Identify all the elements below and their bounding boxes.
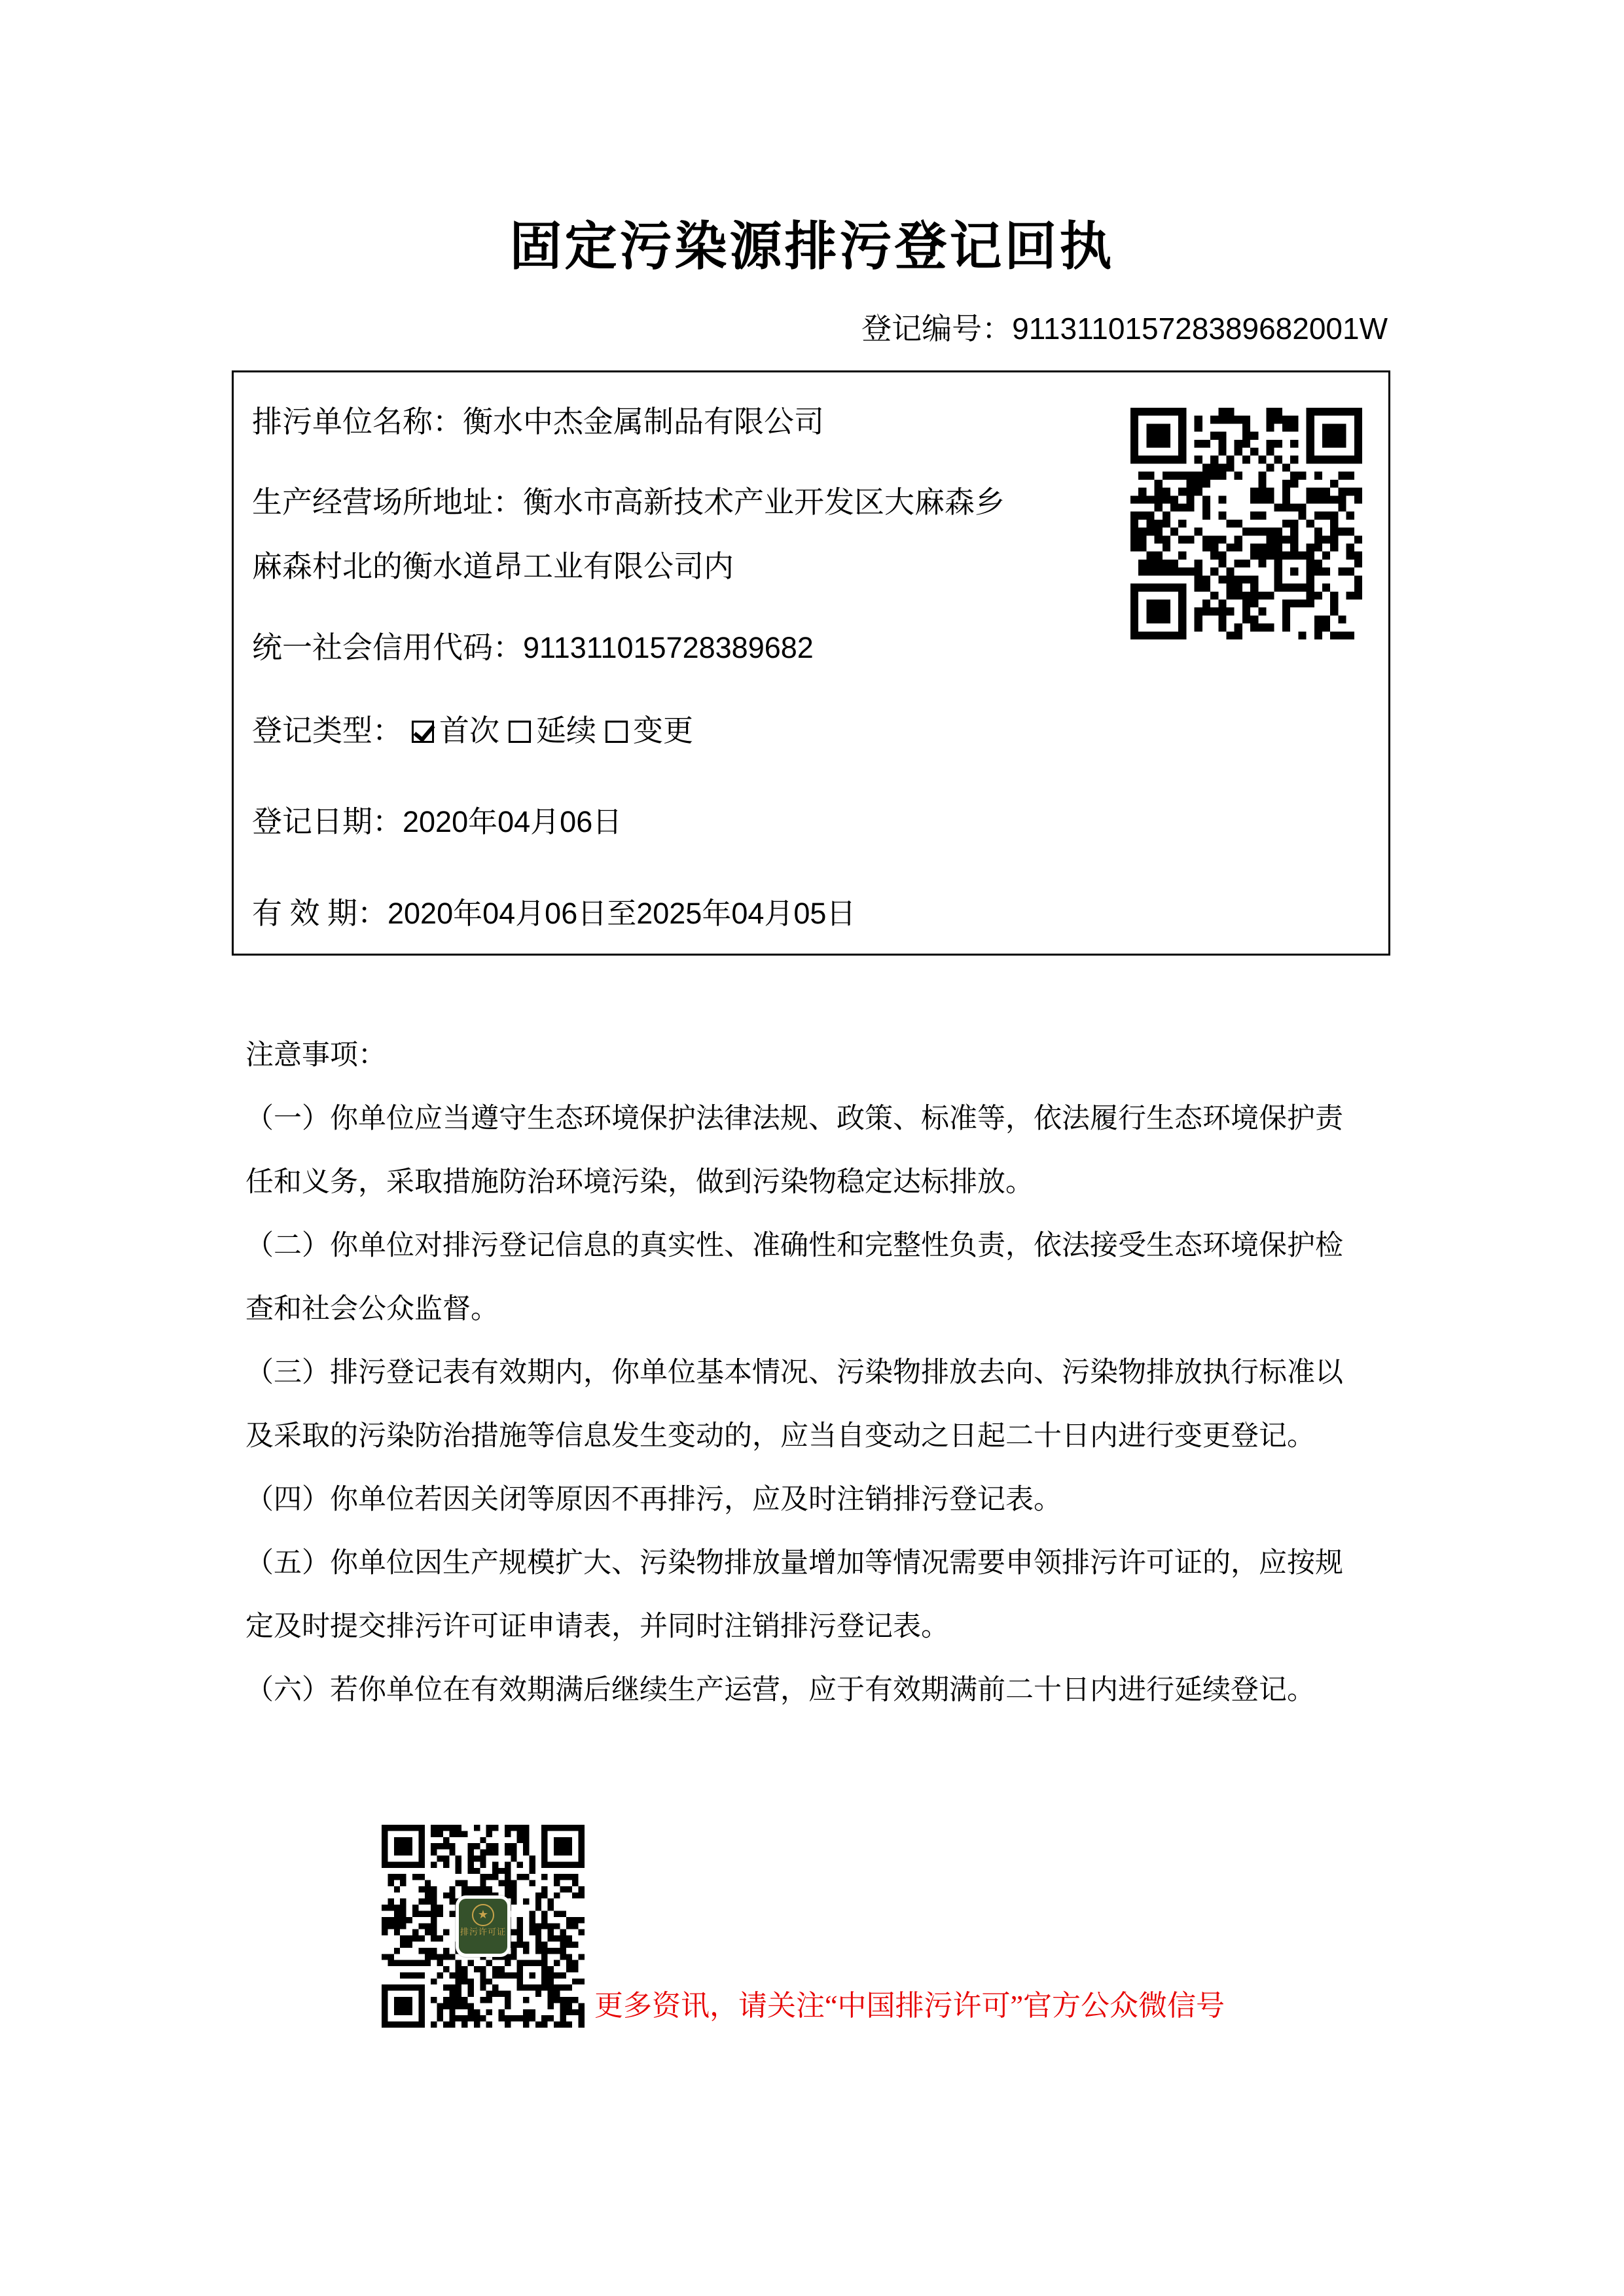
option-first-time-label: 首次 <box>439 714 499 747</box>
national-emblem-icon: ★ <box>472 1904 494 1926</box>
address-label: 生产经营场所地址： <box>252 486 523 519</box>
note-line: （三）排污登记表有效期内，你单位基本情况、污染物排放去向、污染物排放执行标准以 <box>245 1357 1343 1388</box>
registration-date-label: 登记日期： <box>252 805 403 838</box>
registration-number-label: 登记编号： <box>861 312 1013 346</box>
credit-code-value: 911311015728389682 <box>523 631 814 664</box>
unit-name-label: 排污单位名称： <box>252 405 463 439</box>
registration-qr-code <box>1130 408 1362 639</box>
credit-code-row <box>252 628 814 668</box>
page-title: 固定污染源排污登记回执 <box>509 219 1115 276</box>
registration-type-label: 登记类型： <box>252 714 403 747</box>
address-row <box>252 483 1005 522</box>
note-line: （二）你单位对排污登记信息的真实性、准确性和完整性负责，依法接受生态环境保护检 <box>245 1230 1343 1261</box>
checkbox-change-icon <box>605 721 628 743</box>
option-renewal-label: 延续 <box>536 714 596 747</box>
note-line: 查和社会公众监督。 <box>245 1294 499 1325</box>
note-line: 及采取的污染防治措施等信息发生变动的，应当自变动之日起二十日内进行变更登记。 <box>245 1421 1315 1452</box>
checkbox-renewal-icon <box>509 721 531 743</box>
unit-name-value: 衡水中杰金属制品有限公司 <box>463 405 824 439</box>
note-line: 任和义务，采取措施防治环境污染，做到污染物稳定达标排放。 <box>245 1167 1034 1198</box>
validity-period-row <box>252 894 856 933</box>
option-change-label: 变更 <box>633 714 693 747</box>
notes-heading: 注意事项： <box>245 1040 386 1071</box>
note-line: （四）你单位若因关闭等原因不再排污，应及时注销排污登记表。 <box>245 1484 1062 1515</box>
checkbox-first-time-checked <box>412 721 434 743</box>
note-line: 定及时提交排污许可证申请表，并同时注销排污登记表。 <box>245 1611 949 1642</box>
note-line: （五）你单位因生产规模扩大、污染物排放量增加等情况需要申领排污许可证的，应按规 <box>245 1548 1343 1579</box>
registration-type-row <box>252 711 693 751</box>
validity-period-value: 2020年04月06日至2025年04月05日 <box>388 897 856 930</box>
registration-number-line <box>861 310 1388 347</box>
unit-name-row <box>252 403 824 442</box>
registration-date-value: 2020年04月06日 <box>403 805 623 838</box>
credit-code-label: 统一社会信用代码： <box>252 631 523 664</box>
wechat-qr-center-logo <box>456 1895 511 1957</box>
note-line: （六）若你单位在有效期满后继续生产运营，应于有效期满前二十日内进行延续登记。 <box>245 1675 1315 1706</box>
note-line: （一）你单位应当遵守生态环境保护法律法规、政策、标准等，依法履行生态环境保护责 <box>245 1103 1343 1134</box>
address-row-line2 <box>252 547 734 586</box>
wechat-follow-notice: 更多资讯，请关注“中国排污许可”官方公众微信号 <box>594 1990 1225 2022</box>
registration-date-row <box>252 802 622 842</box>
qr-logo-text: 排污许可证 <box>460 1927 506 1937</box>
address-value-line2: 麻森村北的衡水道昂工业有限公司内 <box>252 550 734 583</box>
address-value: 衡水市高新技术产业开发区大麻森乡 <box>523 486 1005 519</box>
registration-number-value: 911311015728389682001W <box>1012 312 1388 346</box>
validity-period-label: 有 效 期： <box>252 897 388 930</box>
